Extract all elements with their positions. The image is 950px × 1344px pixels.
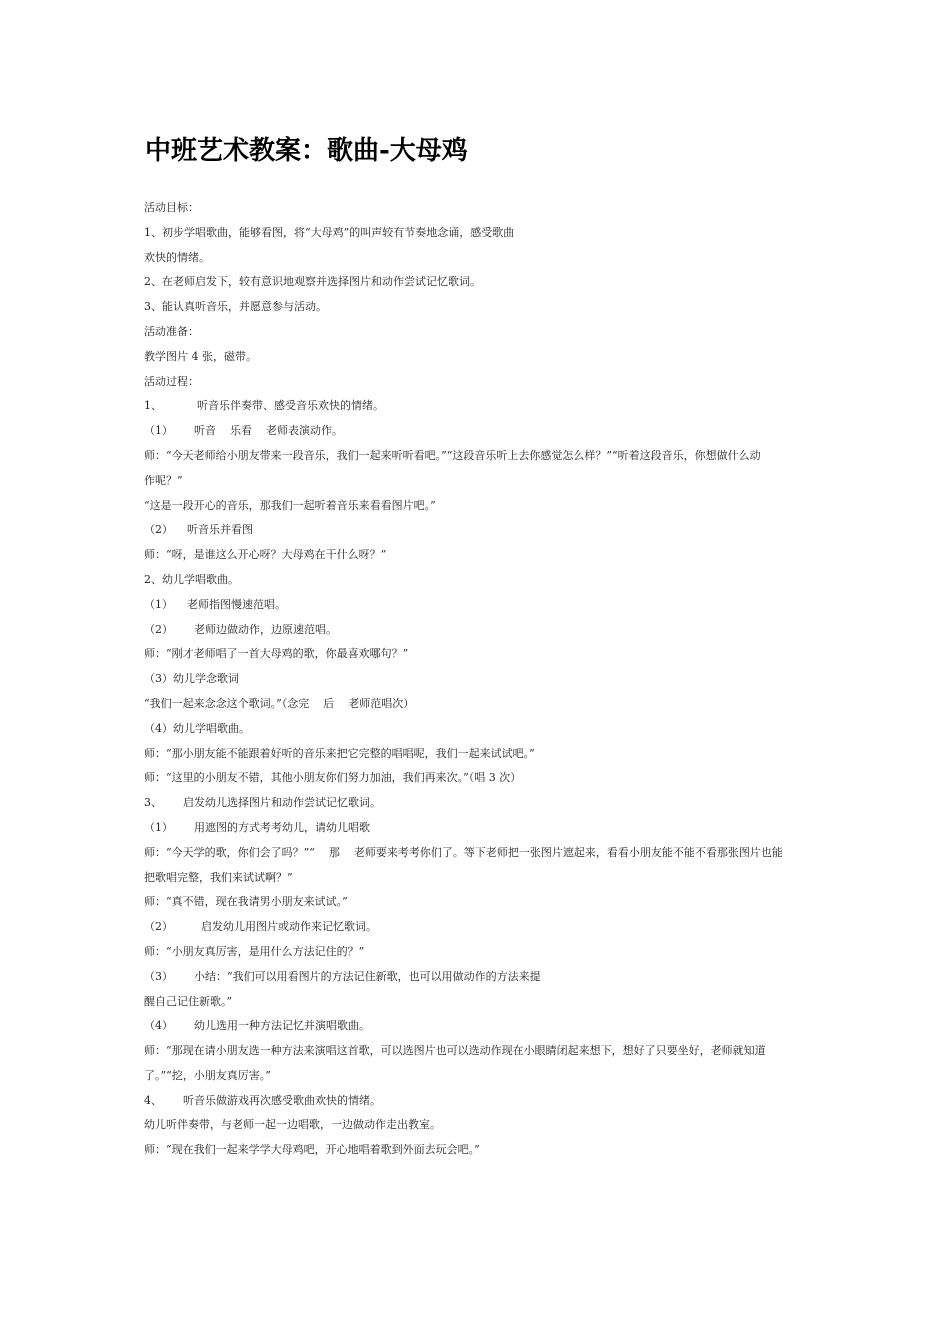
body-line: 幼儿听伴奏带，与老师一起一边唱歌，一边做动作走出教室。 xyxy=(144,1118,441,1132)
body-line: 师：“小朋友真厉害，是用什么方法记住的？” xyxy=(144,944,365,958)
body-line: 1、 听音乐伴奏带、感受音乐欢快的情绪。 xyxy=(144,399,384,413)
body-line: 教学图片 4 张，磁带。 xyxy=(144,349,257,363)
body-line: （3）幼儿学念歌词 xyxy=(144,672,239,686)
body-line: 活动过程： xyxy=(144,374,199,388)
body-line: 师：“这里的小朋友不错，其他小朋友你们努力加油，我们再来次。”（唱 3 次） xyxy=(144,771,522,785)
body-line: 醒自己记住新歌。” xyxy=(144,994,233,1008)
body-line: （1） 老师指图慢速范唱。 xyxy=(144,597,286,611)
body-line: 师：“今天老师给小朋友带来一段音乐，我们一起来听听看吧。”“这段音乐听上去你感觉怎么样？”“听着这段音乐，你想做什么动 xyxy=(144,448,761,462)
body-line: （2） 启发幼儿用图片或动作来记忆歌词。 xyxy=(144,920,377,934)
body-line: 把歌唱完整，我们来试试啊？” xyxy=(144,870,293,884)
document-body xyxy=(144,196,812,1163)
body-line: “我们一起来念念这个歌词。”（念完 后 老师范唱次） xyxy=(144,696,415,710)
body-line: （2） 听音乐并看图 xyxy=(144,523,253,537)
body-line: 2、幼儿学唱歌曲。 xyxy=(144,572,239,586)
body-line: （4）幼儿学唱歌曲。 xyxy=(144,721,250,735)
body-line: 活动目标： xyxy=(144,201,199,214)
body-line: 3、能认真听音乐，并愿意参与活动。 xyxy=(144,300,327,314)
body-line: 作呢？” xyxy=(144,473,183,487)
body-line: 4、 听音乐做游戏再次感受歌曲欢快的情绪。 xyxy=(144,1093,381,1107)
body-line: 师：“那小朋友能不能跟着好听的音乐来把它完整的唱唱呢，我们一起来试试吧。” xyxy=(144,746,535,760)
body-line: 活动准备： xyxy=(144,324,199,338)
body-line: “这是一段开心的音乐，那我们一起听着音乐来看看图片吧。” xyxy=(144,498,436,512)
body-line: 师：“现在我们一起来学学大母鸡吧，开心地唱着歌到外面去玩会吧。” xyxy=(144,1143,480,1157)
body-line: 2、在老师启发下，较有意识地观察并选择图片和动作尝试记忆歌词。 xyxy=(144,275,481,289)
body-line: 了。”“挖，小朋友真厉害。” xyxy=(144,1068,271,1082)
body-line: 师：“呀，是谁这么开心呀？大母鸡在干什么呀？” xyxy=(144,548,387,562)
body-line: 欢快的情绪。 xyxy=(144,250,210,264)
body-line: 师：“刚才老师唱了一首大母鸡的歌，你最喜欢哪句？” xyxy=(144,647,409,661)
body-line: 师：“那现在请小朋友选一种方法来演唱这首歌，可以选图片也可以选动作现在小眼睛闭起来想下，想好了只要坐好，老师就知道 xyxy=(144,1044,766,1058)
body-line: （1） 用遮图的方式考考幼儿，请幼儿唱歌 xyxy=(144,820,370,834)
body-line: （3） 小结：“我们可以用看图片的方法记住新歌，也可以用做动作的方法来提 xyxy=(144,969,541,983)
body-line: 1、初步学唱歌曲，能够看图，将“大母鸡”的叫声较有节奏地念诵，感受歌曲 xyxy=(144,225,515,239)
body-line: （1） 听音 乐看 老师表演动作。 xyxy=(144,424,343,438)
body-line: 师：“今天学的歌，你们会了吗？”“ 那 老师要来考考你们了。等下老师把一张图片遮起来，看看小朋友能不能不看那张图片也能 xyxy=(144,845,783,859)
body-line: （4） 幼儿选用一种方法记忆并演唱歌曲。 xyxy=(144,1019,370,1033)
body-line: 3、 启发幼儿选择图片和动作尝试记忆歌词。 xyxy=(144,796,381,810)
body-line: （2） 老师边做动作，边原速范唱。 xyxy=(144,622,337,636)
body-line: 师：“真不错，现在我请男小朋友来试试。” xyxy=(144,895,348,909)
document-title: 中班艺术教案：歌曲-大母鸡 xyxy=(145,136,468,166)
